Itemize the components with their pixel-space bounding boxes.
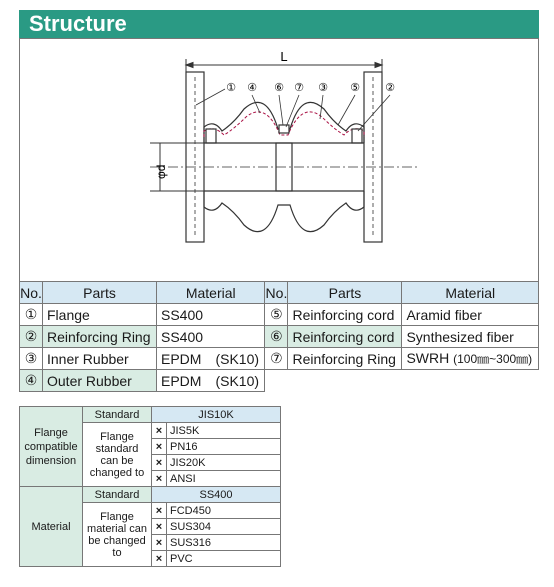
part-name: Outer Rubber [43, 370, 157, 392]
part-name: Inner Rubber [43, 348, 157, 370]
standard-label: Standard [83, 407, 152, 423]
material-name: SWRH [406, 350, 450, 366]
part-name: Reinforcing cord [288, 304, 402, 326]
structure-drawing [19, 38, 539, 282]
part-material: EPDM (SK10) [157, 370, 265, 392]
part-no: ⑦ [265, 348, 288, 370]
cross-mark: × [152, 503, 167, 519]
material-standard-value: SS400 [152, 487, 281, 503]
flange-option: ANSI [167, 471, 281, 487]
table-row [20, 348, 539, 370]
spec-table [19, 406, 281, 567]
flange-group-label: Flange compatible dimension [20, 407, 83, 487]
part-no: ⑥ [265, 326, 288, 348]
part-material: SS400 [157, 304, 265, 326]
part-material [402, 348, 539, 370]
header-no-2: No. [265, 282, 288, 304]
flange-option: PN16 [167, 439, 281, 455]
cross-mark: × [152, 439, 167, 455]
part-no: ⑤ [265, 304, 288, 326]
material-option: PVC [167, 551, 281, 567]
callout-1: ① [226, 81, 236, 94]
right-flange [364, 72, 382, 242]
part-no: ② [20, 326, 43, 348]
header-no: No. [20, 282, 43, 304]
left-flange [186, 72, 204, 242]
flange-option: JIS20K [167, 455, 281, 471]
part-material: Synthesized fiber [402, 326, 539, 348]
callout-2: ② [385, 81, 395, 94]
part-name: Reinforcing Ring [43, 326, 157, 348]
section-header [19, 10, 539, 38]
rubber-body-lower [204, 143, 364, 232]
part-material: EPDM (SK10) [157, 348, 265, 370]
callout-4: ④ [247, 81, 257, 94]
header-material: Material [157, 282, 265, 304]
diameter-label: φd [154, 164, 168, 179]
parts-table-header [20, 282, 539, 304]
callout-5: ⑤ [350, 81, 360, 94]
cross-mark: × [152, 519, 167, 535]
header-parts-2: Parts [288, 282, 402, 304]
flange-option: JIS5K [167, 423, 281, 439]
callout-7: ⑦ [294, 81, 304, 94]
part-material: Aramid fiber [402, 304, 539, 326]
cross-mark: × [152, 455, 167, 471]
cross-mark: × [152, 551, 167, 567]
length-label: L [280, 49, 288, 64]
material-note: (100㎜~300㎜) [453, 352, 533, 366]
cross-mark: × [152, 535, 167, 551]
table-row [20, 370, 539, 392]
parts-table [19, 281, 539, 392]
part-name: Reinforcing Ring [288, 348, 402, 370]
table-row [20, 326, 539, 348]
part-material: SS400 [157, 326, 265, 348]
flange-change-label: Flange standard can be changed to [83, 423, 152, 487]
material-option: SUS316 [167, 535, 281, 551]
table-row [20, 304, 539, 326]
standard-label: Standard [83, 487, 152, 503]
part-no: ③ [20, 348, 43, 370]
header-material-2: Material [402, 282, 539, 304]
material-group-label: Material [20, 487, 83, 567]
material-option: SUS304 [167, 519, 281, 535]
material-change-label: Flange material can be changed to [83, 503, 152, 567]
rubber-body-upper [204, 102, 364, 143]
material-option: FCD450 [167, 503, 281, 519]
header-parts: Parts [43, 282, 157, 304]
section-title: Structure [29, 11, 127, 36]
cross-mark: × [152, 423, 167, 439]
joint-cross-section [20, 39, 538, 282]
cross-mark: × [152, 471, 167, 487]
callout-6: ⑥ [274, 81, 284, 94]
part-name: Flange [43, 304, 157, 326]
part-no: ④ [20, 370, 43, 392]
part-no: ① [20, 304, 43, 326]
callout-3: ③ [318, 81, 328, 94]
flange-standard-value: JIS10K [152, 407, 281, 423]
part-name: Reinforcing cord [288, 326, 402, 348]
